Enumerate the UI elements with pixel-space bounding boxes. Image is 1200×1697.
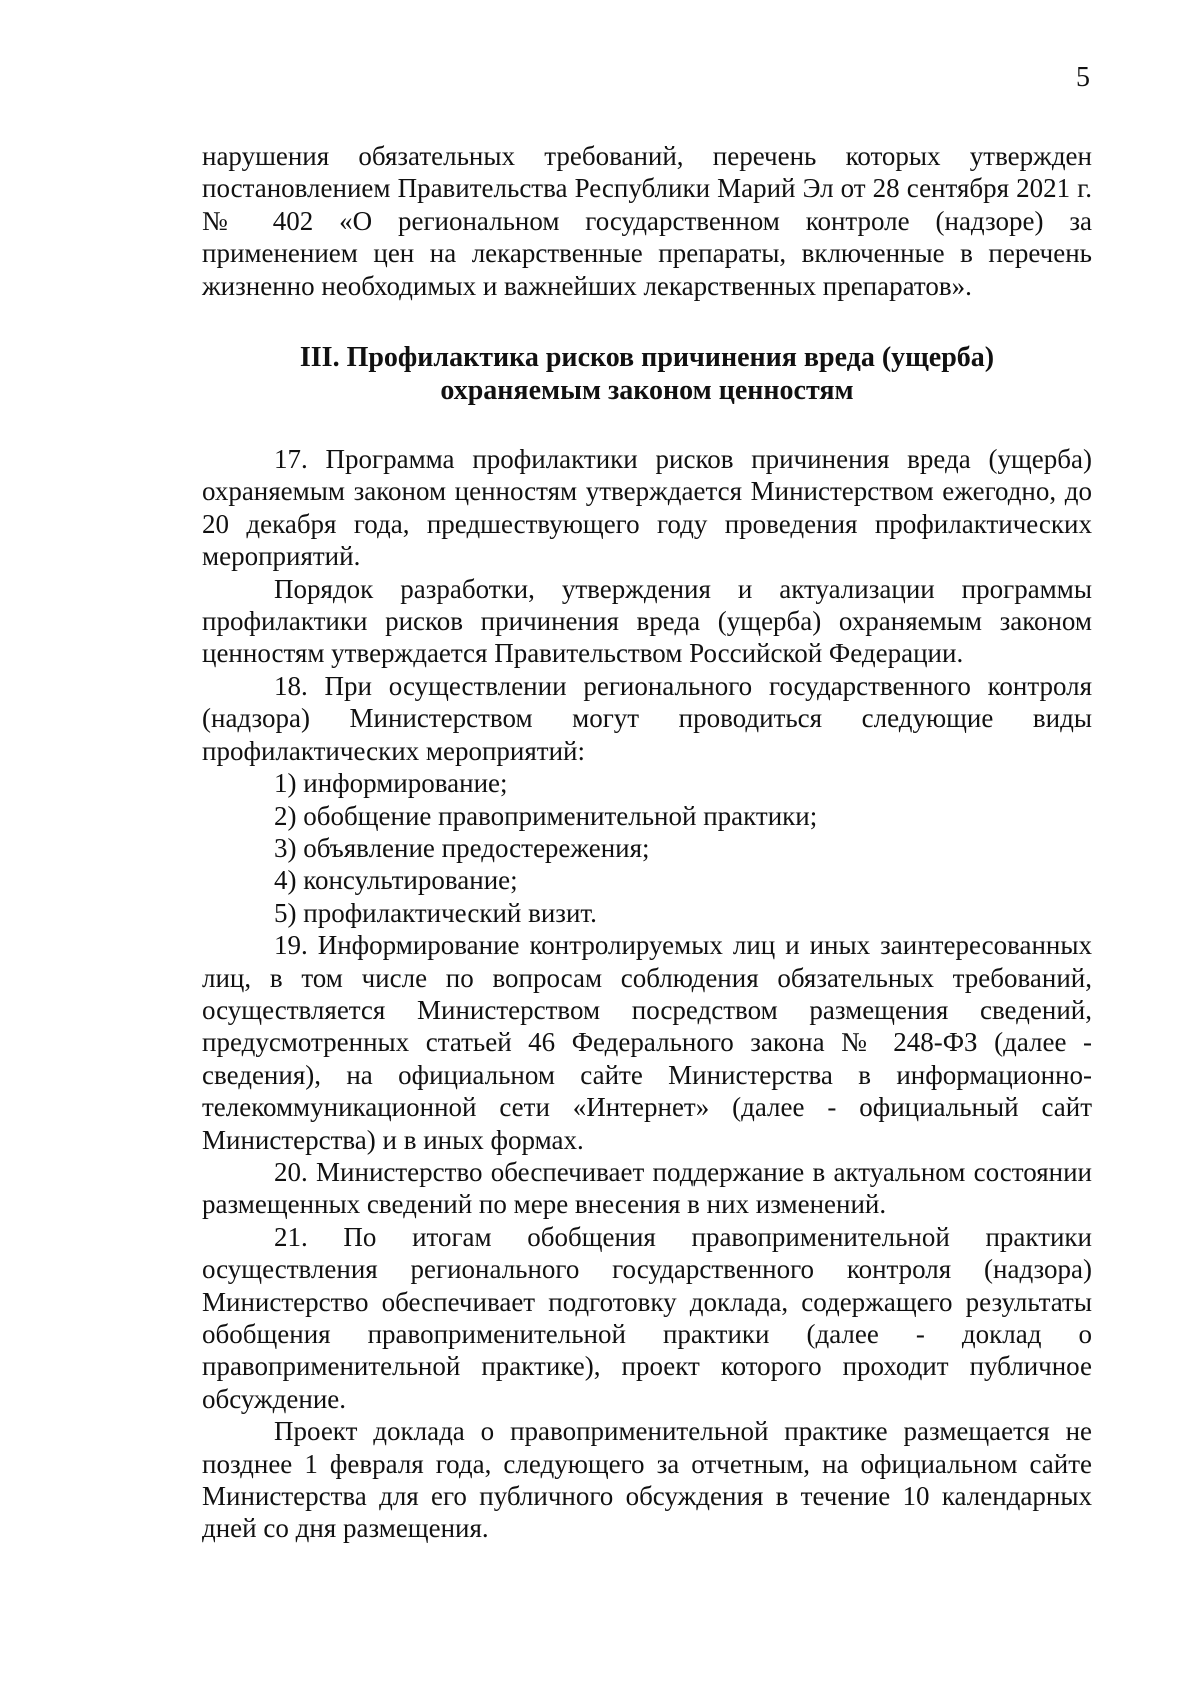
section-heading-line-1: III. Профилактика рисков причинения вреда (ущерба) bbox=[299, 342, 995, 374]
section-heading bbox=[202, 341, 1092, 407]
paragraph-21: 21. По итогам обобщения правоприменительной практики осуществления регионального государственного контроля (надзора) Министерство обеспечивает подготовку доклада, содержащего результаты обобщения правоприменительной практики (далее - доклад о правоприменительной практике), проект которого проходит публичное обсуждение. bbox=[202, 1221, 1092, 1414]
paragraph-19: 19. Информирование контролируемых лиц и иных заинтересованных лиц, в том числе по вопросам соблюдения обязательных требований, осуществляется Министерством посредством размещения сведений, предусмотренных статьей 46 Федерального закона № 248-ФЗ (далее - сведения), на официальном сайте Министерства в информационно-телекоммуникационной сети «Интернет» (далее - официальный сайт Министерства) и в иных формах. bbox=[202, 930, 1092, 1155]
section-heading-line-2: охраняемым законом ценностям bbox=[440, 375, 854, 407]
paragraph-18: 18. При осуществлении регионального государственного контроля (надзора) Министерством могут проводиться следующие виды профилактических мероприятий: bbox=[202, 670, 1092, 766]
list-item: 2) обобщение правоприменительной практики; bbox=[274, 800, 818, 831]
list-item: 5) профилактический визит. bbox=[274, 897, 597, 928]
intro-paragraph: нарушения обязательных требований, перечень которых утвержден постановлением Правительства Республики Марий Эл от 28 сентября 2021 г. № 402 «О региональном государственном контроле (надзоре) за применением цен на лекарственные препараты, включенные в перечень жизненно необходимых и важнейших лекарственных препаратов». bbox=[202, 141, 1092, 301]
paragraph-program-procedure: Порядок разработки, утверждения и актуализации программы профилактики рисков причинения вреда (ущерба) охраняемым законом ценностям утверждается Правительством Российской Федерации. bbox=[202, 573, 1092, 669]
paragraph-17: 17. Программа профилактики рисков причинения вреда (ущерба) охраняемым законом ценностям утверждается Министерством ежегодно, до 20 декабря года, предшествующего году проведения профилактических мероприятий. bbox=[202, 444, 1092, 572]
paragraph-report-draft: Проект доклада о правоприменительной практике размещается не позднее 1 февраля года, следующего за отчетным, на официальном сайте Министерства для его публичного обсуждения в течение 10 календарных дней со дня размещения. bbox=[202, 1416, 1092, 1544]
document-body bbox=[202, 140, 1092, 1545]
list-item: 3) объявление предостережения; bbox=[274, 832, 650, 863]
list-item: 1) информирование; bbox=[274, 768, 508, 799]
paragraph-20: 20. Министерство обеспечивает поддержание в актуальном состоянии размещенных сведений по мере внесения в них изменений. bbox=[202, 1156, 1092, 1220]
page-number: 5 bbox=[1076, 62, 1090, 93]
list-item: 4) консультирование; bbox=[274, 865, 518, 896]
